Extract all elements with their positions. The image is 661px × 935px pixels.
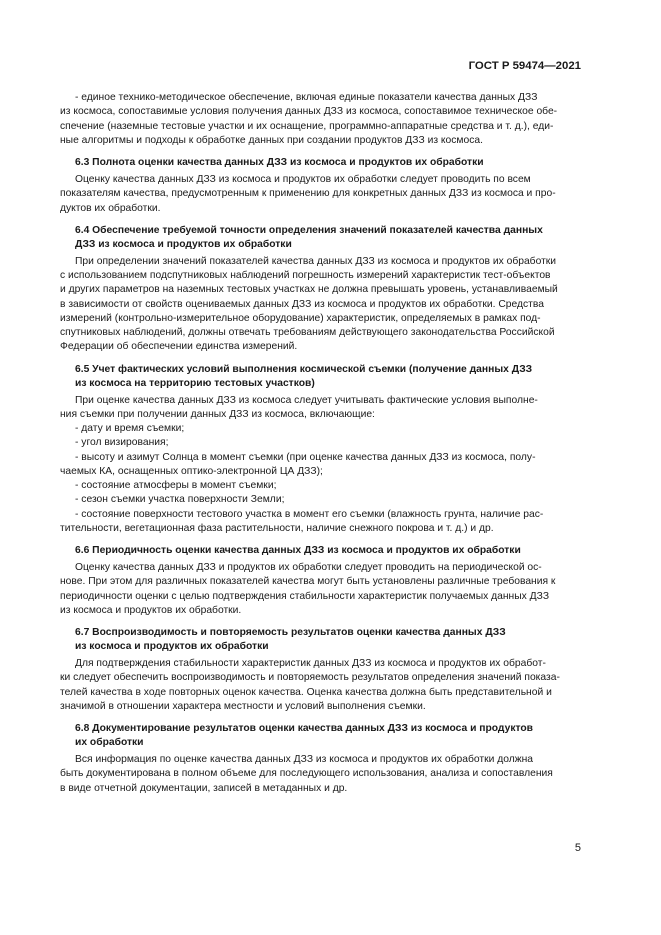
text-line: Оценку качества данных ДЗЗ из космоса и продуктов их обработки следует проводить по всем <box>75 174 531 185</box>
text-line: телей качества в ходе повторных оценок качества. Оценка качества должна быть представительной и <box>60 686 552 698</box>
text-line: - состояние поверхности тестового участка в момент его съемки (влажность грунта, наличие рас- <box>75 508 544 520</box>
section-intro <box>60 91 601 148</box>
section-heading <box>60 363 601 391</box>
text-line: периодичности оценки с целью подтверждения стабильности характеристик получаемых данных ДЗЗ <box>60 590 550 602</box>
section-heading <box>60 626 601 654</box>
text-line: Для подтверждения стабильности характеристик данных ДЗЗ из космоса и продуктов их обработ- <box>75 658 546 669</box>
text-line: быть документирована в полном объеме для последующего использования, анализа и сопоставления <box>60 768 553 780</box>
text-line: измерений (контрольно-измерительное оборудование) характеристик, определяемых в рамках под- <box>60 312 541 324</box>
section-heading <box>60 722 601 750</box>
text-line: с использованием подспутниковых наблюдений погрешность измерений характеристик тест-объектов <box>60 270 551 281</box>
text-line: спечение (наземные тестовые участки и их оснащение, программно-аппаратные средства и т. д.), еди- <box>60 120 554 132</box>
text-line: и других параметров на наземных тестовых участках не должна превышать уровень, устанавливаемый <box>60 284 558 296</box>
text-line: - единое технико-методическое обеспечение, включая единые показатели качества данных ДЗЗ <box>75 92 538 103</box>
text-line: спутниковых наблюдений, должны отвечать требованиям действующего законодательства Российской <box>60 327 555 338</box>
text-line: значимой в отношении характера местности и условий выполнения съемки. <box>60 700 426 712</box>
heading-line: из космоса и продуктов их обработки <box>75 641 269 652</box>
section-6-4 <box>60 224 601 355</box>
document-header: ГОСТ Р 59474—2021 <box>468 60 581 72</box>
document-body <box>60 91 601 804</box>
text-line: чаемых КА, оснащенных оптико-электронной ЦА ДЗЗ); <box>60 465 323 477</box>
text-line: нове. При этом для различных показателей качества могут быть установлены различные требования к <box>60 576 556 588</box>
heading-line: 6.4 Обеспечение требуемой точности определения значений показателей качества данных <box>75 224 543 236</box>
text-line: Федерации об обеспечении единства измерений. <box>60 341 298 353</box>
section-heading <box>60 156 601 170</box>
text-line: дуктов их обработки. <box>60 202 161 214</box>
section-heading <box>60 224 601 252</box>
text-line: ния съемки при получении данных ДЗЗ из космоса, включающие: <box>60 408 375 420</box>
text-line: тительности, вегетационная фаза растительности, наличие снежного покрова и т. д.) и др. <box>60 522 494 534</box>
heading-line: из космоса на территорию тестовых участков) <box>75 377 315 389</box>
text-line: ные алгоритмы и подходы к обработке данных при создании продуктов ДЗЗ из космоса. <box>60 134 483 146</box>
text-line: в зависимости от свойств оцениваемых данных ДЗЗ из космоса и продуктов их обработки. Средства <box>60 298 544 310</box>
section-6-5 <box>60 363 601 537</box>
text-line: показателям качества, предусмотренным к применению для конкретных данных ДЗЗ из космоса и про- <box>60 188 556 200</box>
text-line: При оценке качества данных ДЗЗ из космоса следует учитывать фактические условия выполне- <box>75 394 538 406</box>
heading-line: 6.5 Учет фактических условий выполнения космической съемки (получение данных ДЗЗ <box>75 363 533 375</box>
heading-line: 6.7 Воспроизводимость и повторяемость результатов оценки качества данных ДЗЗ <box>75 627 506 638</box>
text-line: - угол визирования; <box>75 437 169 449</box>
section-6-6 <box>60 544 601 618</box>
section-6-8 <box>60 722 601 796</box>
heading-line: 6.6 Периодичность оценки качества данных ДЗЗ из космоса и продуктов их обработки <box>75 545 521 556</box>
text-line: - дату и время съемки; <box>75 423 185 434</box>
page-number: 5 <box>574 842 581 854</box>
section-6-7 <box>60 626 601 714</box>
heading-line: ДЗЗ из космоса и продуктов их обработки <box>75 238 292 250</box>
text-line: Оценку качества данных ДЗЗ и продуктов их обработки следует проводить на периодической ос- <box>75 562 542 573</box>
text-line: - высоту и азимут Солнца в момент съемки (при оценке качества данных ДЗЗ из космоса, полу- <box>75 451 536 463</box>
text-line: из космоса и продуктов их обработки. <box>60 604 242 616</box>
text-line: - сезон съемки участка поверхности Земли; <box>75 494 285 506</box>
text-line: в виде отчетной документации, записей в метаданных и др. <box>60 782 348 794</box>
heading-line: 6.8 Документирование результатов оценки качества данных ДЗЗ из космоса и продуктов <box>75 723 533 734</box>
text-line: - состояние атмосферы в момент съемки; <box>75 480 277 491</box>
section-heading <box>60 544 601 558</box>
text-line: из космоса, сопоставимые условия получения данных ДЗЗ из космоса, сопоставимое техническое обе- <box>60 106 558 118</box>
text-line: Вся информация по оценке качества данных ДЗЗ из космоса и продуктов их обработки должна <box>75 754 534 765</box>
heading-line: их обработки <box>75 737 144 748</box>
section-6-3 <box>60 156 601 216</box>
heading-line: 6.3 Полнота оценки качества данных ДЗЗ из космоса и продуктов их обработки <box>75 157 484 168</box>
text-line: При определении значений показателей качества данных ДЗЗ из космоса и продуктов их обработки <box>75 255 557 267</box>
text-line: ки следует обеспечить воспроизводимость и повторяемость результатов определения значений показа- <box>60 672 560 684</box>
